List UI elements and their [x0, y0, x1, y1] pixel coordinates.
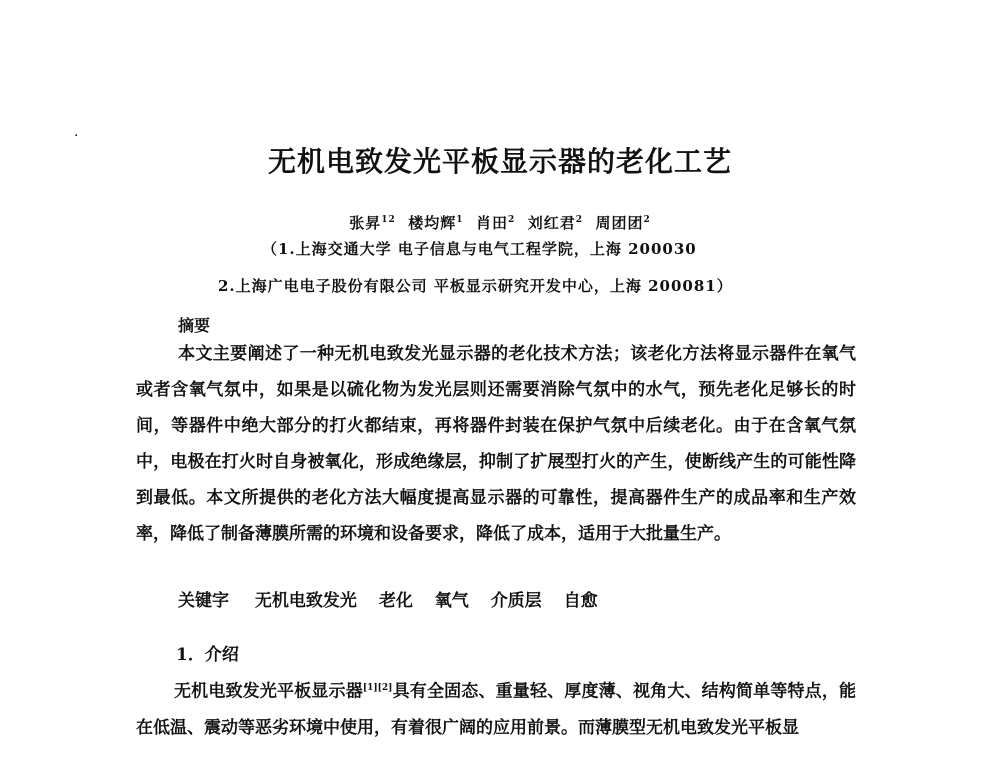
affiliation-1: （1.上海交通大学 电子信息与电气工程学院，上海 200030: [262, 240, 697, 258]
author-affil-marker: 2: [508, 215, 516, 225]
intro-text: 具有全固态、重量轻、厚度薄、视角大、结构简单等特点，能在低温、震动等恶劣环境中使用，有着很广阔的应用前景。而薄膜型无机电致发光平板显: [136, 681, 857, 738]
author-list: [0, 212, 1000, 233]
abstract-heading: 摘要: [178, 316, 211, 335]
citation-ref: [1][2]: [362, 683, 393, 693]
keyword: 无机电致发光: [254, 591, 357, 611]
intro-paragraph: [136, 670, 856, 746]
margin-dot: ·: [74, 128, 79, 144]
affiliation-2: 2.上海广电电子股份有限公司 平板显示研究开发中心，上海 200081）: [218, 277, 733, 295]
paper-title: 无机电致发光平板显示器的老化工艺: [267, 145, 732, 178]
keyword: 老化: [378, 591, 413, 611]
author-name: 张昇: [349, 214, 382, 232]
author-name: 楼均辉: [408, 214, 457, 232]
abstract-body: 本文主要阐述了一种无机电致发光显示器的老化技术方法；该老化方法将显示器件在氧气或者含氧气氛中，如果是以硫化物为发光层则还需要消除气氛中的水气，预先老化足够长的时间，等器件中绝大部分的打火都结束，再将器件封装在保护气氛中后续老化。由于在含氧气氛中，电极在打火时自身被氧化，形成绝缘层，抑制了扩展型打火的产生，使断线产生的可能性降到最低。本文所提供的老化方法大幅度提高显示器的可靠性，提高器件生产的成品率和生产效率，降低了制备薄膜所需的环境和设备要求，降低了成本，适用于大批量生产。: [136, 344, 856, 544]
author-name: 肖田: [475, 214, 508, 232]
keyword: 介质层: [490, 591, 542, 611]
author-name: 刘红君: [527, 214, 576, 232]
author-name: 周团团: [595, 214, 644, 232]
keywords-label: 关键字: [178, 591, 229, 611]
section-heading: 1．介绍: [176, 645, 239, 665]
author-affil-marker: 1: [456, 215, 464, 225]
keyword: 自愈: [563, 591, 598, 611]
intro-text: 无机电致发光平板显示器: [174, 681, 363, 702]
keywords-line: [178, 586, 614, 611]
keyword: 氧气: [434, 591, 469, 611]
author-affil-marker: 2: [575, 215, 583, 225]
author-affil-marker: 2: [643, 215, 651, 225]
author-affil-marker: 12: [381, 215, 396, 225]
